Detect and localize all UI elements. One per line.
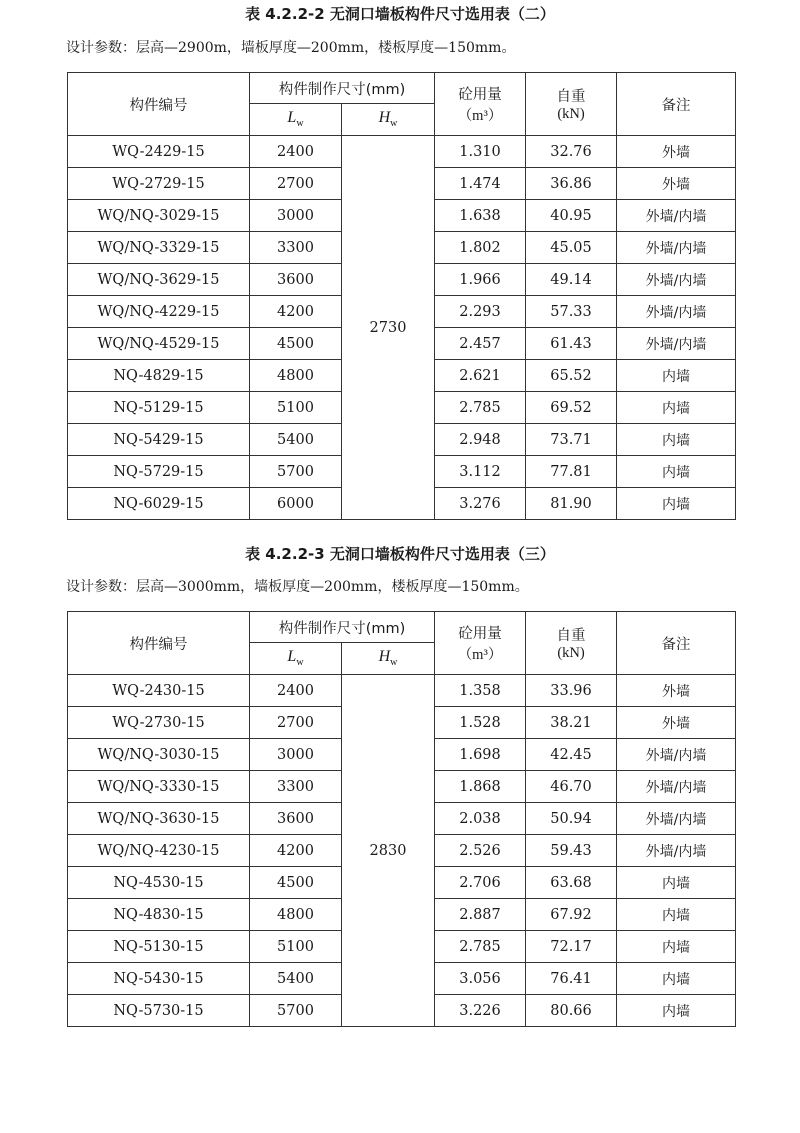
cell-concrete-volume: 2.038 (435, 803, 526, 835)
cell-concrete-volume: 2.785 (435, 931, 526, 963)
cell-remarks: 内墙 (617, 867, 736, 899)
cell-self-weight: 49.14 (526, 264, 617, 296)
cell-self-weight: 50.94 (526, 803, 617, 835)
cell-length-lw: 5700 (250, 995, 342, 1027)
cell-concrete-volume: 3.226 (435, 995, 526, 1027)
header-length-lw: $L_w$ (250, 104, 342, 136)
cell-length-lw: 4200 (250, 835, 342, 867)
cell-component-code: NQ-5130-15 (68, 931, 250, 963)
table-row (68, 675, 736, 707)
cell-self-weight: 45.05 (526, 232, 617, 264)
cell-self-weight: 69.52 (526, 392, 617, 424)
table-caption: 表 4.2.2-2 无洞口墙板构件尺寸选用表（二） (245, 5, 555, 23)
cell-component-code: WQ/NQ-3029-15 (68, 200, 250, 232)
cell-remarks: 外墙/内墙 (617, 232, 736, 264)
cell-length-lw: 3000 (250, 739, 342, 771)
cell-component-code: WQ/NQ-3629-15 (68, 264, 250, 296)
header-remarks: 备注 (617, 612, 736, 675)
cell-component-code: WQ-2430-15 (68, 675, 250, 707)
cell-component-code: NQ-4830-15 (68, 899, 250, 931)
header-self-weight: 自重 (kN) (526, 612, 617, 675)
cell-self-weight: 46.70 (526, 771, 617, 803)
cell-self-weight: 72.17 (526, 931, 617, 963)
cell-concrete-volume: 2.887 (435, 899, 526, 931)
header-fabrication-dimensions: 构件制作尺寸(mm) (250, 73, 435, 104)
cell-length-lw: 5400 (250, 424, 342, 456)
table-caption: 表 4.2.2-3 无洞口墙板构件尺寸选用表（三） (245, 545, 555, 563)
cell-self-weight: 63.68 (526, 867, 617, 899)
cell-length-lw: 5100 (250, 392, 342, 424)
cell-component-code: WQ-2729-15 (68, 168, 250, 200)
header-component-code: 构件编号 (68, 612, 250, 675)
cell-remarks: 内墙 (617, 931, 736, 963)
cell-length-lw: 2400 (250, 136, 342, 168)
cell-remarks: 内墙 (617, 488, 736, 520)
header-self-weight: 自重 (kN) (526, 73, 617, 136)
cell-concrete-volume: 3.112 (435, 456, 526, 488)
cell-concrete-volume: 2.621 (435, 360, 526, 392)
design-parameters: 设计参数：层高—2900m，墙板厚度—200mm，楼板厚度—150mm。 (66, 40, 516, 56)
cell-length-lw: 5100 (250, 931, 342, 963)
cell-concrete-volume: 2.457 (435, 328, 526, 360)
cell-component-code: NQ-5730-15 (68, 995, 250, 1027)
cell-concrete-volume: 2.526 (435, 835, 526, 867)
cell-length-lw: 5700 (250, 456, 342, 488)
cell-remarks: 外墙 (617, 675, 736, 707)
cell-component-code: NQ-5729-15 (68, 456, 250, 488)
design-parameters: 设计参数：层高—3000mm，墙板厚度—200mm，楼板厚度—150mm。 (66, 579, 529, 595)
cell-component-code: NQ-4530-15 (68, 867, 250, 899)
header-component-code: 构件编号 (68, 73, 250, 136)
cell-self-weight: 81.90 (526, 488, 617, 520)
cell-length-lw: 4800 (250, 360, 342, 392)
cell-concrete-volume: 1.966 (435, 264, 526, 296)
cell-component-code: NQ-4829-15 (68, 360, 250, 392)
cell-self-weight: 57.33 (526, 296, 617, 328)
cell-concrete-volume: 1.358 (435, 675, 526, 707)
cell-remarks: 外墙 (617, 136, 736, 168)
component-size-table (67, 611, 736, 1027)
cell-remarks: 内墙 (617, 456, 736, 488)
header-concrete-volume: 砼用量 （m³） (435, 73, 526, 136)
header-length-lw: $L_w$ (250, 643, 342, 675)
cell-self-weight: 40.95 (526, 200, 617, 232)
cell-length-lw: 2700 (250, 168, 342, 200)
cell-length-lw: 3300 (250, 232, 342, 264)
cell-concrete-volume: 3.056 (435, 963, 526, 995)
cell-length-lw: 4500 (250, 328, 342, 360)
cell-remarks: 外墙/内墙 (617, 739, 736, 771)
cell-component-code: NQ-5429-15 (68, 424, 250, 456)
cell-length-lw: 4200 (250, 296, 342, 328)
cell-component-code: WQ/NQ-4529-15 (68, 328, 250, 360)
cell-remarks: 外墙/内墙 (617, 264, 736, 296)
cell-length-lw: 2700 (250, 707, 342, 739)
cell-self-weight: 73.71 (526, 424, 617, 456)
cell-remarks: 外墙 (617, 168, 736, 200)
cell-remarks: 外墙/内墙 (617, 803, 736, 835)
cell-concrete-volume: 2.706 (435, 867, 526, 899)
cell-component-code: WQ/NQ-4229-15 (68, 296, 250, 328)
header-fabrication-dimensions: 构件制作尺寸(mm) (250, 612, 435, 643)
cell-self-weight: 36.86 (526, 168, 617, 200)
cell-height-hw: 2830 (342, 675, 435, 1027)
table-row (68, 136, 736, 168)
cell-length-lw: 4500 (250, 867, 342, 899)
cell-length-lw: 2400 (250, 675, 342, 707)
cell-remarks: 内墙 (617, 424, 736, 456)
cell-self-weight: 59.43 (526, 835, 617, 867)
header-height-hw: $H_w$ (342, 643, 435, 675)
cell-self-weight: 65.52 (526, 360, 617, 392)
cell-component-code: WQ/NQ-3030-15 (68, 739, 250, 771)
cell-concrete-volume: 1.802 (435, 232, 526, 264)
cell-concrete-volume: 1.528 (435, 707, 526, 739)
cell-self-weight: 33.96 (526, 675, 617, 707)
cell-concrete-volume: 2.948 (435, 424, 526, 456)
cell-remarks: 内墙 (617, 963, 736, 995)
cell-concrete-volume: 2.293 (435, 296, 526, 328)
cell-length-lw: 3600 (250, 803, 342, 835)
cell-concrete-volume: 1.868 (435, 771, 526, 803)
cell-component-code: WQ-2429-15 (68, 136, 250, 168)
cell-length-lw: 6000 (250, 488, 342, 520)
header-concrete-volume: 砼用量 （m³） (435, 612, 526, 675)
cell-remarks: 外墙/内墙 (617, 328, 736, 360)
cell-self-weight: 77.81 (526, 456, 617, 488)
component-size-table (67, 72, 736, 520)
cell-component-code: NQ-5129-15 (68, 392, 250, 424)
cell-concrete-volume: 3.276 (435, 488, 526, 520)
cell-remarks: 外墙/内墙 (617, 200, 736, 232)
cell-self-weight: 42.45 (526, 739, 617, 771)
cell-component-code: NQ-6029-15 (68, 488, 250, 520)
cell-length-lw: 3300 (250, 771, 342, 803)
cell-self-weight: 38.21 (526, 707, 617, 739)
cell-remarks: 外墙 (617, 707, 736, 739)
cell-length-lw: 3000 (250, 200, 342, 232)
cell-length-lw: 3600 (250, 264, 342, 296)
cell-component-code: WQ/NQ-3330-15 (68, 771, 250, 803)
cell-remarks: 外墙/内墙 (617, 771, 736, 803)
cell-component-code: NQ-5430-15 (68, 963, 250, 995)
cell-remarks: 内墙 (617, 360, 736, 392)
cell-length-lw: 5400 (250, 963, 342, 995)
cell-concrete-volume: 1.474 (435, 168, 526, 200)
cell-component-code: WQ/NQ-4230-15 (68, 835, 250, 867)
cell-self-weight: 67.92 (526, 899, 617, 931)
cell-self-weight: 32.76 (526, 136, 617, 168)
cell-concrete-volume: 1.310 (435, 136, 526, 168)
cell-remarks: 内墙 (617, 995, 736, 1027)
cell-self-weight: 80.66 (526, 995, 617, 1027)
cell-self-weight: 76.41 (526, 963, 617, 995)
header-height-hw: $H_w$ (342, 104, 435, 136)
cell-remarks: 内墙 (617, 392, 736, 424)
cell-component-code: WQ/NQ-3329-15 (68, 232, 250, 264)
cell-length-lw: 4800 (250, 899, 342, 931)
cell-concrete-volume: 1.638 (435, 200, 526, 232)
cell-remarks: 内墙 (617, 899, 736, 931)
cell-concrete-volume: 2.785 (435, 392, 526, 424)
cell-height-hw: 2730 (342, 136, 435, 520)
cell-self-weight: 61.43 (526, 328, 617, 360)
cell-remarks: 外墙/内墙 (617, 835, 736, 867)
cell-concrete-volume: 1.698 (435, 739, 526, 771)
header-remarks: 备注 (617, 73, 736, 136)
cell-component-code: WQ/NQ-3630-15 (68, 803, 250, 835)
cell-remarks: 外墙/内墙 (617, 296, 736, 328)
cell-component-code: WQ-2730-15 (68, 707, 250, 739)
